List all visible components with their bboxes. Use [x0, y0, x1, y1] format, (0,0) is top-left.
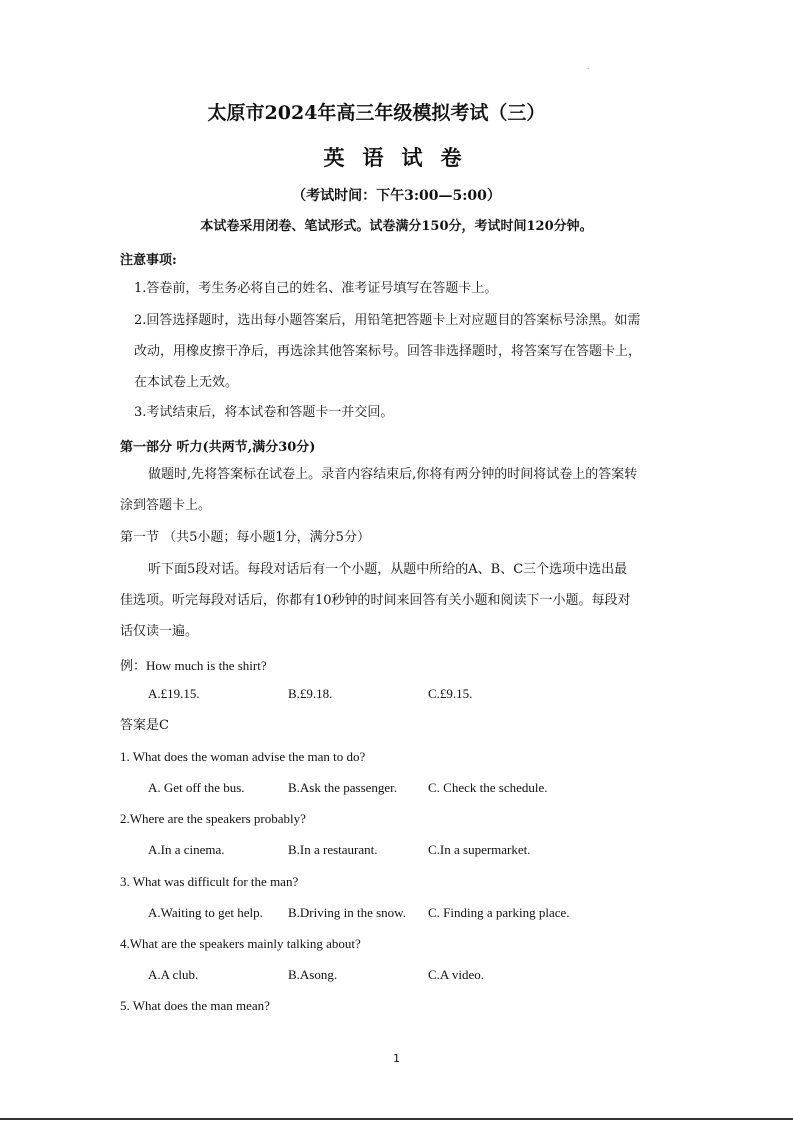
section1-instruction-line-3: 话仅读一遍。 [120, 624, 199, 639]
question-1-option-c: C. Check the schedule. [428, 780, 548, 795]
exam-description: 本试卷采用闭卷、笔试形式。试卷满分150分，考试时间120分钟。 [200, 219, 593, 234]
part1-intro-line-2: 涂到答题卡上。 [120, 498, 212, 513]
question-1-stem: 1. What does the woman advise the man to do? [120, 749, 366, 764]
question-2-option-a: A.In a cinema. [148, 842, 225, 857]
question-5-stem: 5. What does the man mean? [120, 998, 270, 1013]
corner-mark: . [587, 62, 590, 71]
bottom-rule [0, 1118, 793, 1120]
note-item-2-line-1: 2.回答选择题时，选出每小题答案后，用铅笔把答题卡上对应题目的答案标号涂黑。如需 [134, 313, 641, 328]
section1-instruction-line-2: 佳选项。听完每段对话后，你都有10秒钟的时间来回答有关小题和阅读下一小题。每段对 [120, 593, 631, 608]
part1-intro-line-1: 做题时,先将答案标在试卷上。录音内容结束后,你将有两分钟的时间将试卷上的答案转 [148, 467, 638, 482]
question-1-option-b: B.Ask the passenger. [288, 780, 398, 795]
example-question: 例：How much is the shirt? [120, 658, 267, 673]
note-item-2-line-3: 在本试卷上无效。 [134, 375, 239, 390]
note-item-2-line-2: 改动，用橡皮擦干净后，再选涂其他答案标号。回答非选择题时，将答案写在答题卡上， [134, 344, 642, 359]
question-2-stem: 2.Where are the speakers probably? [120, 811, 306, 826]
question-4-option-c: C.A video. [428, 967, 484, 982]
question-3-stem: 3. What was difficult for the man? [120, 874, 299, 889]
question-2-option-c: C.In a supermarket. [428, 842, 531, 857]
section1-instruction-line-1: 听下面5段对话。每段对话后有一个小题，从题中所给的A、B、C三个选项中选出最 [148, 562, 628, 577]
question-4-stem: 4.What are the speakers mainly talking about? [120, 936, 361, 951]
exam-title: 太原市2024年高三年级模拟考试（三） [207, 102, 546, 124]
subject-title: 英语试卷 [323, 145, 480, 170]
example-option-b: B.£9.18. [288, 686, 333, 701]
notes-heading: 注意事项: [120, 253, 177, 268]
section1-heading: 第一节 （共5小题；每小题1分，满分5分） [120, 530, 370, 545]
exam-time: （考试时间：下午3:00—5:00） [292, 188, 501, 204]
part1-heading: 第一部分 听力(共两节,满分30分) [120, 440, 316, 455]
question-3-option-a: A.Waiting to get help. [148, 905, 263, 920]
question-4-option-a: A.A club. [148, 967, 199, 982]
note-item-3: 3.考试结束后，将本试卷和答题卡一并交回。 [134, 405, 394, 420]
question-3-option-b: B.Driving in the snow. [288, 905, 406, 920]
example-answer: 答案是C [120, 718, 169, 733]
example-option-a: A.£19.15. [148, 686, 200, 701]
note-item-1: 1.答卷前，考生务必将自己的姓名、准考证号填写在答题卡上。 [134, 281, 498, 296]
question-3-option-c: C. Finding a parking place. [428, 905, 570, 920]
example-option-c: C.£9.15. [428, 686, 473, 701]
page-number: 1 [393, 1052, 400, 1065]
question-2-option-b: B.In a restaurant. [288, 842, 378, 857]
question-4-option-b: B.Asong. [288, 967, 338, 982]
question-1-option-a: A. Get off the bus. [148, 780, 245, 795]
